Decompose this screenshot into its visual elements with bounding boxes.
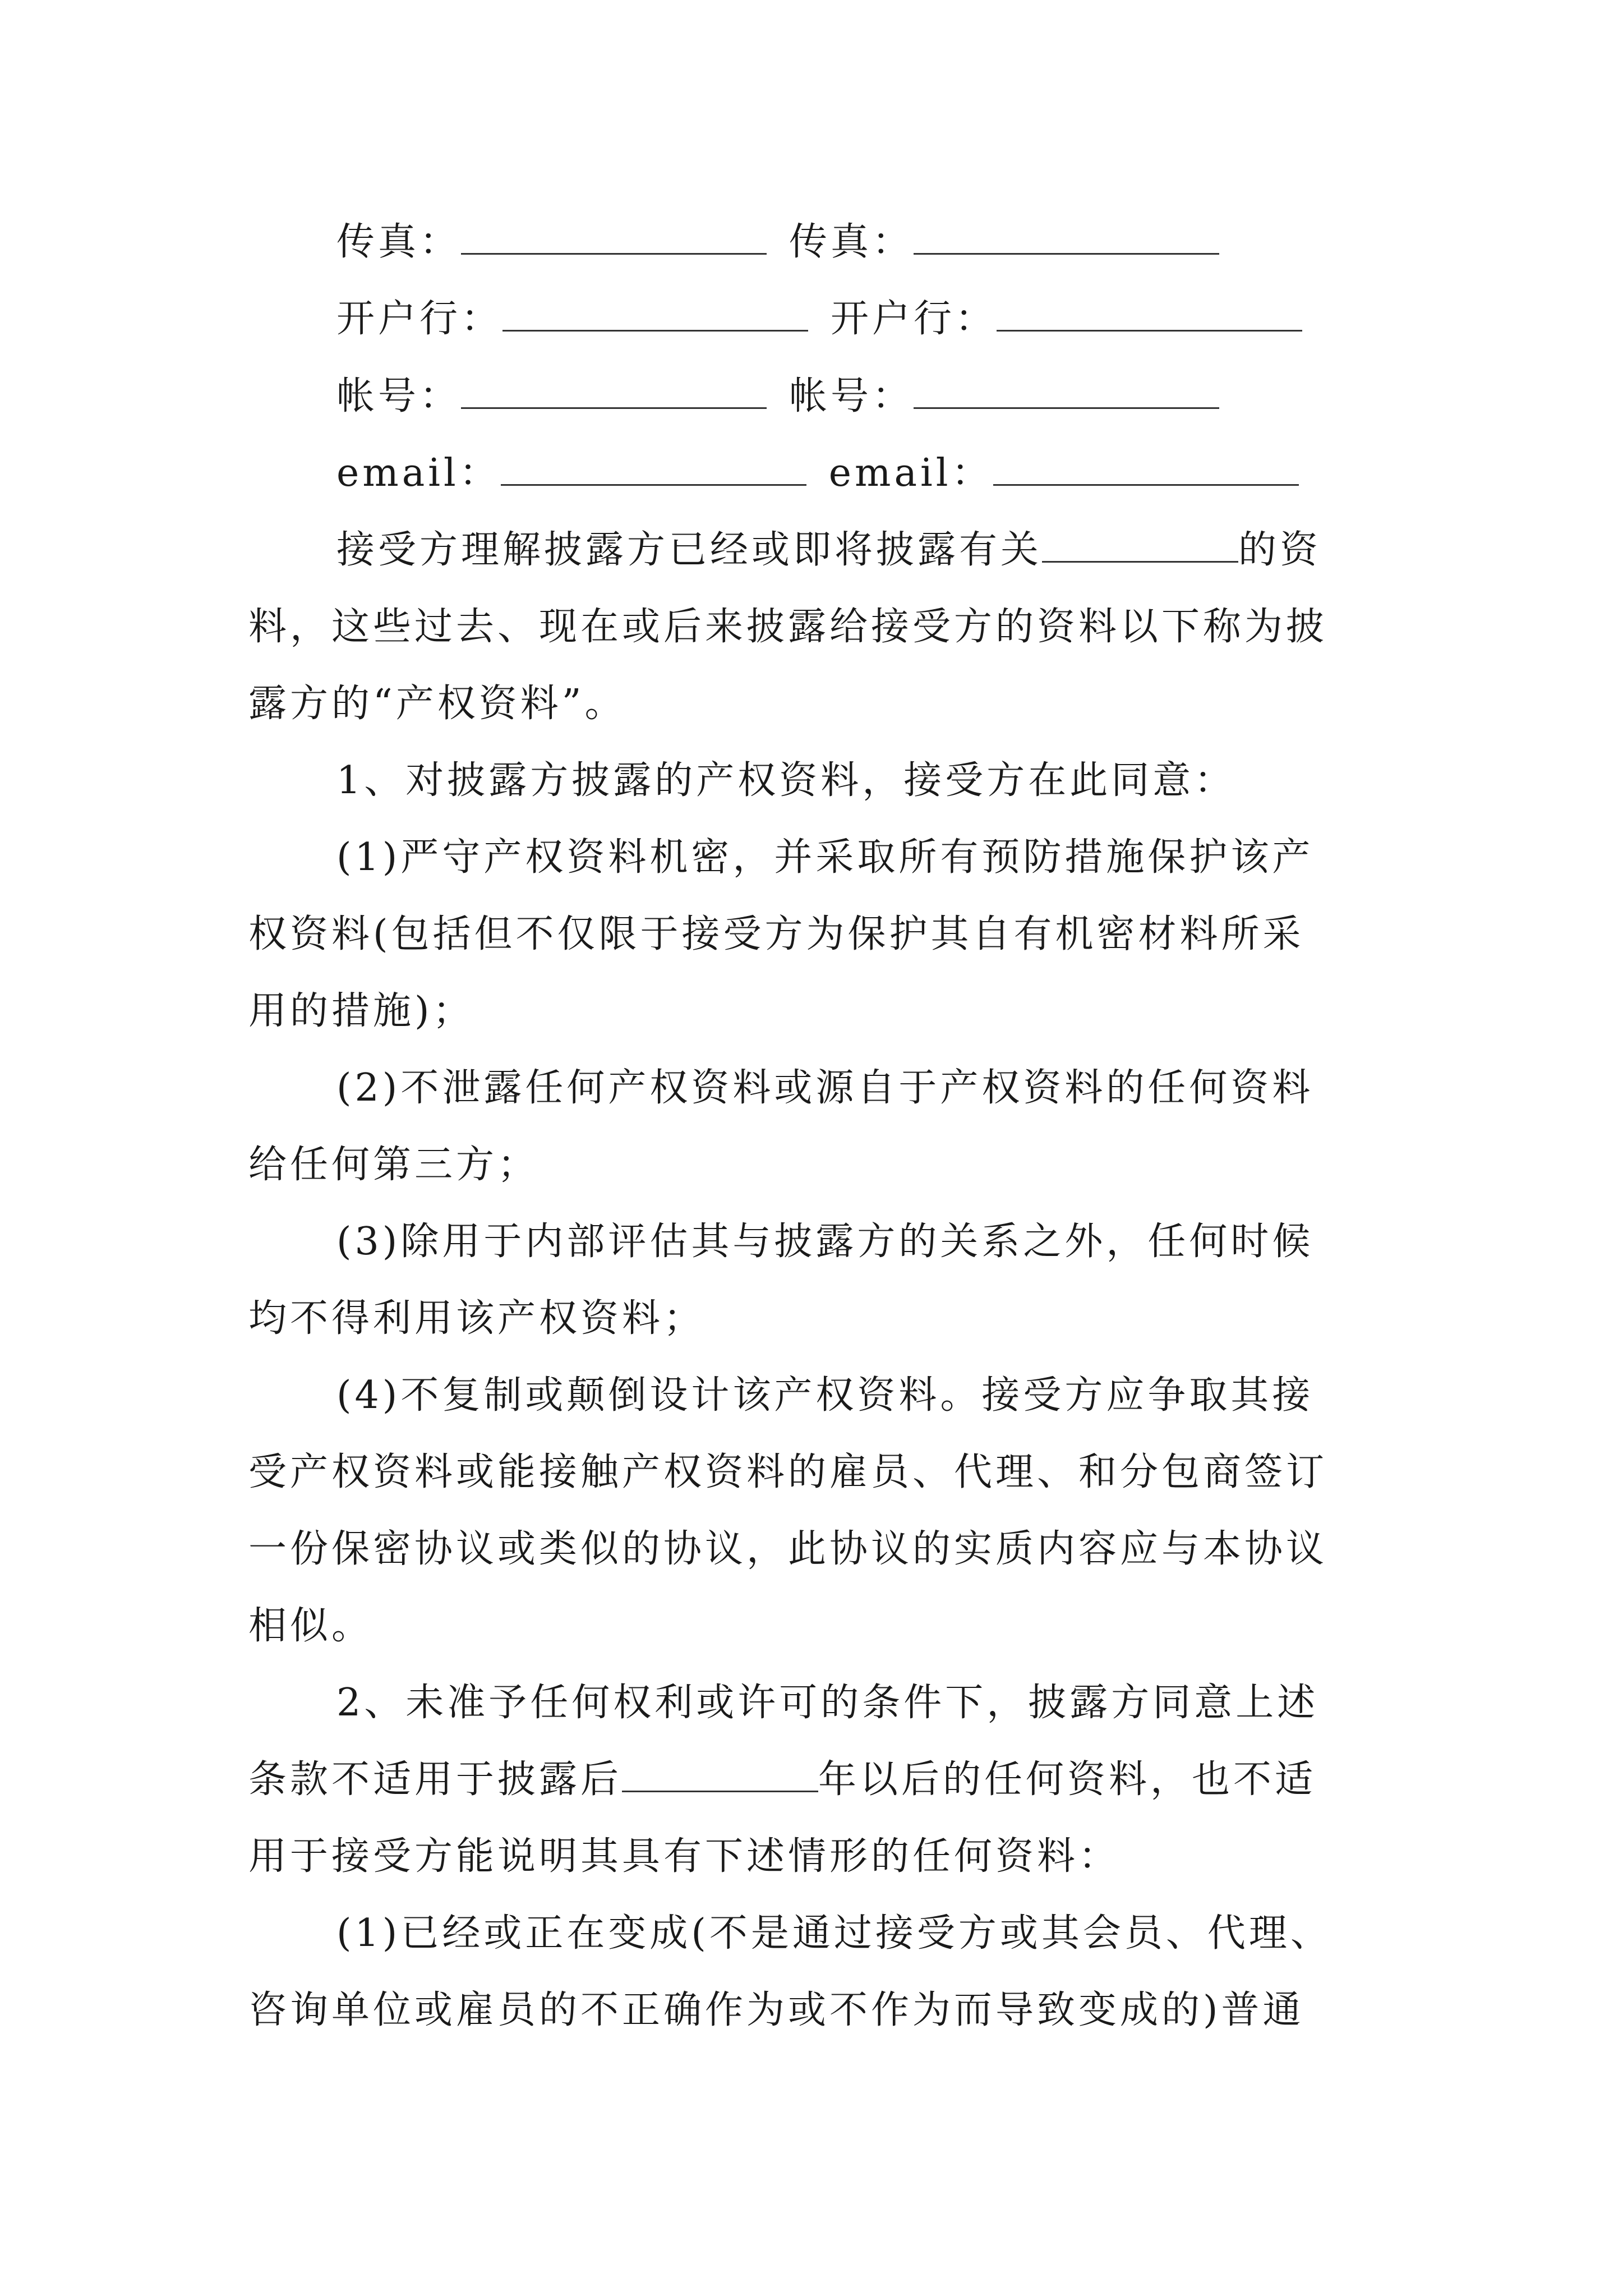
clause-2-text-a: 条款不适用于披露后 (248, 1757, 623, 1802)
fax-blank-right (914, 224, 1219, 255)
item-4-line-3: 一份保密协议或类似的协议，此协议的实质内容应与本协议 (248, 1527, 1328, 1571)
clause-1-heading: 1、对披露方披露的产权资料，接受方在此同意： (336, 758, 1236, 803)
item-3-line-1: (3)除用于内部评估其与披露方的关系之外，任何时候 (336, 1220, 1314, 1264)
bank-label-left: 开户行： (336, 297, 503, 341)
fax-label-right: 传真： (789, 220, 914, 264)
clause-2-line-2 (248, 1757, 1317, 1802)
years-blank (622, 1761, 818, 1792)
intro-line-3: 露方的“产权资料”。 (248, 682, 626, 726)
item-1-line-1: (1)严守产权资料机密，并采取所有预防措施保护该产 (336, 835, 1314, 880)
account-label-right: 帐号： (789, 374, 914, 418)
account-label-left: 帐号： (336, 374, 462, 418)
intro-text-a: 接受方理解披露方已经或即将披露有关 (336, 528, 1043, 572)
email-label-right: email： (828, 451, 993, 495)
bank-row (336, 297, 1302, 341)
bank-label-right: 开户行： (831, 297, 997, 341)
item-1-line-3: 用的措施)； (248, 989, 474, 1033)
item-4-line-2: 受产权资料或能接触产权资料的雇员、代理、和分包商签订 (248, 1450, 1328, 1494)
sub-1-line-2: 咨询单位或雇员的不正确作为或不作为而导致变成的)普通 (248, 1988, 1304, 2032)
fax-label-left: 传真： (336, 220, 462, 264)
clause-2-text-b: 年以后的任何资料，也不适 (818, 1757, 1317, 1802)
item-4-line-1: (4)不复制或颠倒设计该产权资料。接受方应争取其接 (336, 1373, 1314, 1418)
email-blank-left (501, 455, 806, 486)
account-blank-left (461, 378, 767, 409)
sub-1-line-1: (1)已经或正在变成(不是通过接受方或其会员、代理、 (336, 1911, 1332, 1955)
account-row (336, 374, 1219, 418)
bank-blank-right (997, 301, 1302, 332)
account-blank-right (914, 378, 1219, 409)
fax-blank-left (461, 224, 767, 255)
fax-row (336, 220, 1219, 264)
subject-blank (1042, 532, 1238, 563)
intro-line-2: 料，这些过去、现在或后来披露给接受方的资料以下称为披 (248, 605, 1328, 649)
bank-blank-left (502, 301, 808, 332)
intro-line-1 (336, 528, 1322, 572)
item-2-line-2: 给任何第三方； (248, 1143, 540, 1187)
email-blank-right (993, 455, 1299, 486)
item-4-line-4: 相似。 (248, 1604, 374, 1648)
item-3-line-2: 均不得利用该产权资料； (248, 1296, 706, 1341)
item-1-line-2: 权资料(包括但不仅限于接受方为保护其自有机密材料所采 (248, 912, 1304, 956)
clause-2-line-3: 用于接受方能说明其具有下述情形的任何资料： (248, 1834, 1121, 1879)
email-row (336, 451, 1299, 495)
clause-2-line-1: 2、未准予任何权利或许可的条件下，披露方同意上述 (336, 1681, 1319, 1725)
item-2-line-1: (2)不泄露任何产权资料或源自于产权资料的任何资料 (336, 1066, 1314, 1110)
intro-text-b: 的资 (1238, 528, 1322, 572)
email-label-left: email： (336, 451, 501, 495)
